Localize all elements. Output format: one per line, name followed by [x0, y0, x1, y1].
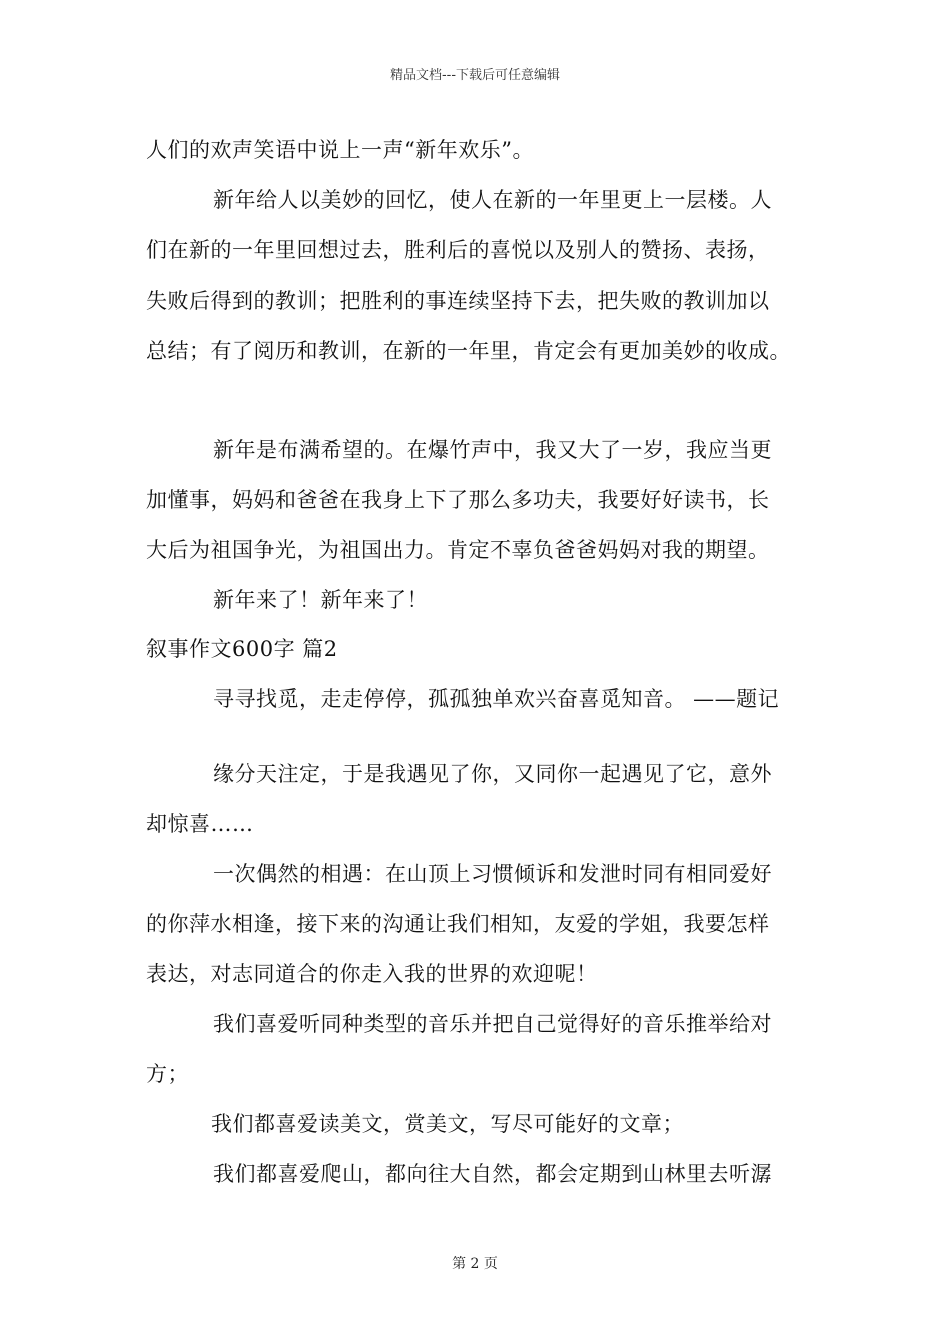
text-line: 人们的欢声笑语中说上一声“新年欢乐”。 — [146, 138, 534, 162]
section-heading: 叙事作文600字 篇2 — [146, 637, 338, 661]
text-line: 总结；有了阅历和教训，在新的一年里，肯定会有更加美妙的收成。 — [146, 339, 791, 363]
text-line: 一次偶然的相遇：在山顶上习惯倾诉和发泄时同有相同爱好 — [213, 862, 772, 886]
text-line: 新年是布满希望的。在爆竹声中，我又大了一岁，我应当更 — [213, 438, 772, 462]
text-line: 表达，对志同道合的你走入我的世界的欢迎呢！ — [146, 962, 598, 986]
text-line: 方； — [146, 1062, 189, 1086]
text-line: 我们都喜爱爬山，都向往大自然，都会定期到山林里去听潺 — [213, 1162, 772, 1186]
text-line: 的你萍水相逢，接下来的沟通让我们相知，友爱的学姐，我要怎样 — [146, 912, 770, 936]
text-line: 加懂事，妈妈和爸爸在我身上下了那么多功夫，我要好好读书，长 — [146, 488, 770, 512]
page-header: 精品文档---下载后可任意编辑 — [389, 68, 561, 83]
text-line: 却惊喜…… — [146, 812, 254, 836]
text-line: 缘分天注定，于是我遇见了你，又同你一起遇见了它，意外 — [213, 762, 772, 786]
text-line: 我们喜爱听同种类型的音乐并把自己觉得好的音乐推举给对 — [213, 1012, 772, 1036]
text-line: 们在新的一年里回想过去，胜利后的喜悦以及别人的赞扬、表扬， — [146, 238, 770, 262]
text-line: 失败后得到的教训；把胜利的事连续坚持下去，把失败的教训加以 — [146, 289, 770, 313]
text-line: 新年给人以美妙的回忆，使人在新的一年里更上一层楼。人 — [213, 188, 772, 212]
text-line: 我们都喜爱读美文，赏美文，写尽可能好的文章； — [211, 1112, 684, 1136]
epigraph-line: 寻寻找觅，走走停停，孤孤独单欢兴奋喜觅知音。 ——题记 — [213, 687, 780, 711]
page-number: 第 2 页 — [452, 1256, 498, 1272]
text-line: 大后为祖国争光，为祖国出力。肯定不辜负爸爸妈妈对我的期望。 — [146, 538, 770, 562]
text-line: 新年来了！新年来了！ — [213, 588, 428, 612]
